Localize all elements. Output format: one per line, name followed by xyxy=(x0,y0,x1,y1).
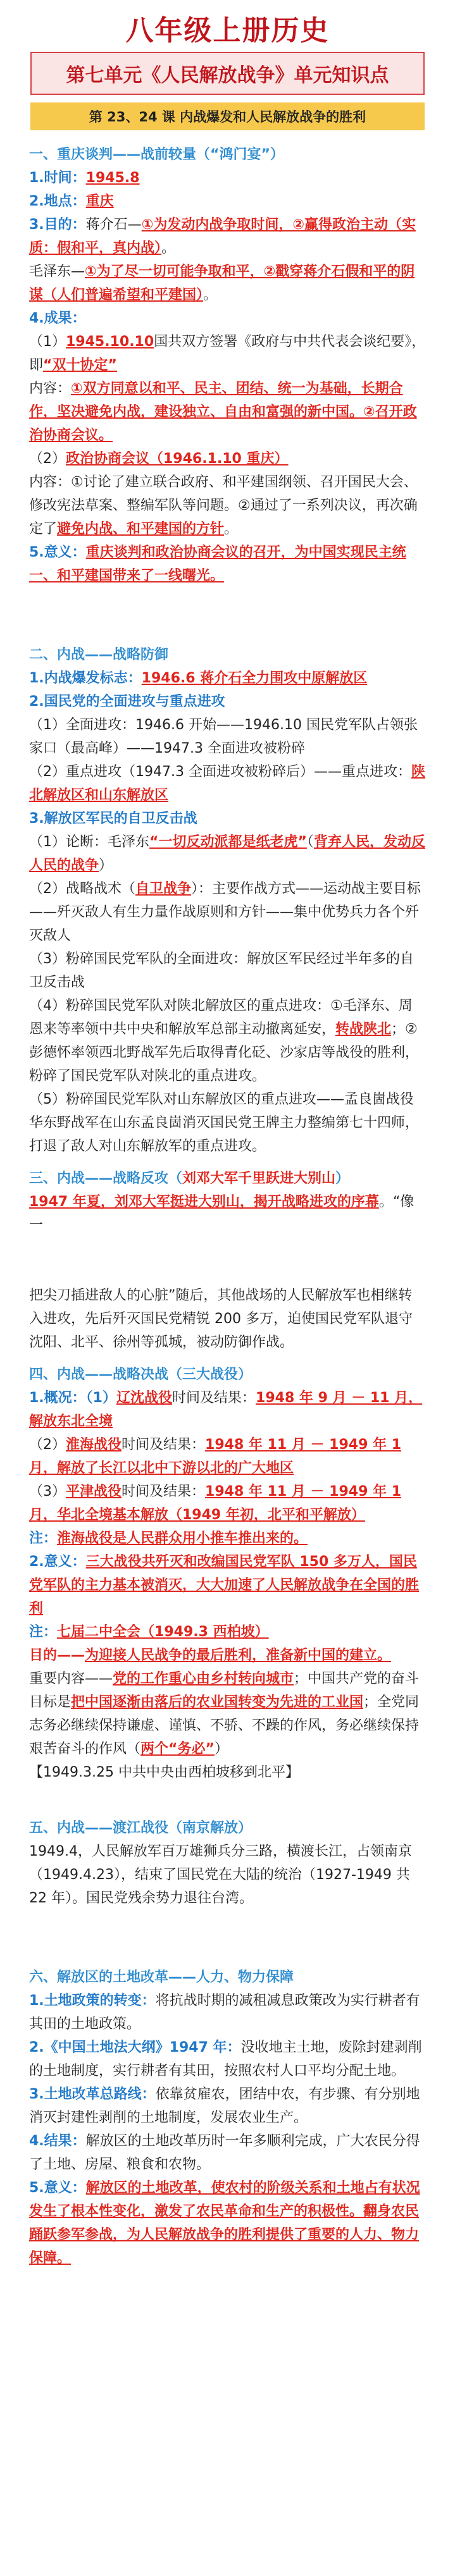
purpose-line: 3.目的：蒋介石—①为发动内战争取时间，②赢得政治主动（实质：假和平，真内战）。 xyxy=(29,217,416,256)
section-heading: 二、内战——战略防御 xyxy=(29,647,169,663)
land-reform-result: 4.结果：解放区的土地改革历时一年多顺利完成，广大农民分得了土地、房屋、粮食和农物。 xyxy=(29,2133,420,2172)
counteroffensive-detail: 把尖刀插进敌人的心脏”随后，其他战场的人民解放军也相继转入进攻，先后歼灭国民党精锐 200 多万，迫使国民党军队退守沈阳、北平、徐州等孤城，被动防御作战。 xyxy=(29,1288,413,1350)
result-2: （2）政治协商会议（1946.1.10 重庆） xyxy=(29,451,289,467)
counteroffensive-line: 1947 年夏，刘邓大军挺进大别山，揭开战略进攻的序幕。“像一 xyxy=(29,1194,414,1233)
war-start-line: 1.内战爆发标志：1946.6 蒋介石全力围攻中原解放区 xyxy=(29,670,368,686)
page xyxy=(0,8,455,2295)
battle-pingjin: （3）平津战役时间及结果：1948 年 11 月 － 1949 年 1 月，华北全境基本解放（1949 年初，北平和平解放） xyxy=(29,1484,402,1523)
spacer xyxy=(29,588,426,634)
battles-significance: 2.意义：三大战役共歼灭和改编国民党军队 150 多万人，国民党军队的主力基本被消灭，大大加速了人民解放战争在全国的胜利 注：七届二中全会（1949.3 西柏坡） xyxy=(29,1554,420,1640)
plenum-content: 重要内容——党的工作重心由乡村转向城市；中国共产党的奋斗目标是把中国逐渐由落后的农业国转变为先进的工业国；全党同志务必继续保持谦虚、谨慎、不骄、不躁的作风，务必继续保持艰苦奋斗的作风（两个“务必”） xyxy=(29,1671,420,1757)
land-law: 2.《中国土地法大纲》1947 年：没收地主土地，废除封建剥削的土地制度，实行耕者有其田，按照农村人口平均分配土地。 xyxy=(29,2040,422,2079)
significance-line: 5.意义：重庆谈判和政治协商会议的召开，为中国实现民主统一、和平建国带来了一线曙光。 xyxy=(29,545,406,584)
counterattack-3: （3）粉碎国民党军队的全面进攻：解放区军民经过半年多的自卫反击战 xyxy=(29,951,414,990)
crossing-text: 1949.4，人民解放军百万雄狮兵分三路，横渡长江，占领南京（1949.4.23），结束了国民党在大陆的统治（1927-1949 共 22 年）。国民党残余势力退往台湾。 xyxy=(29,1844,412,1906)
unit-subtitle: 第七单元《人民解放战争》单元知识点 xyxy=(30,52,425,95)
notes-content xyxy=(0,143,455,2270)
spacer xyxy=(29,1910,426,1957)
result-1: （1）1945.10.10国共双方签署《政府与中共代表会谈纪要》，即“双十协定” xyxy=(29,334,426,373)
counterattack-label: 3.解放区军民的自卫反击战 xyxy=(29,811,197,827)
counterattack-2: （2）战略战术（自卫战争）：主要作战方式——运动战主要目标——歼灭敌人有生力量作战原则和方针——集中优势兵力各个歼灭敌人 xyxy=(29,881,421,944)
spacer xyxy=(29,1784,426,1808)
offensive-label: 2.国民党的全面进攻与重点进攻 xyxy=(29,694,225,710)
counterattack-4: （4）粉碎国民党军队对陕北解放区的重点进攻：①毛泽东、周恩来等率领中共中央和解放军总部主动撤离延安，转战陕北；②彭德怀率领西北野战军先后取得青化砭、沙家店等战役的胜利，粉碎了国民党军队对陕北的重点进攻。 xyxy=(29,998,420,1084)
plenum-aim: 目的——为迎接人民战争的最后胜利，准备新中国的建立。 xyxy=(29,1648,392,1663)
result-1-content: 内容：①双方同意以和平、民主、团结、统一为基础，长期合作，坚决避免内战，建设独立、自由和富强的新中国。②召开政治协商会议。 xyxy=(29,381,417,443)
results-label: 4.成果： xyxy=(29,311,86,326)
result-2-content: 内容：①讨论了建立联合政府、和平建国纲领、召开国民大会、修改宪法草案、整编军队等问题。②通过了一系列决议，再次确定了避免内战、和平建国的方针。 xyxy=(29,474,418,537)
section-heading: 六、解放区的土地改革——人力、物力保障 xyxy=(29,1969,294,1985)
section-heading: 五、内战——渡江战役（南京解放） xyxy=(29,1820,252,1836)
section-heading: 四、内战——战略决战（三大战役） xyxy=(29,1367,252,1383)
battle-huaihai: （2）淮海战役时间及结果：1948 年 11 月 － 1949 年 1 月，解放了长江以北中下游以北的广大地区 xyxy=(29,1437,402,1476)
lesson-banner: 第 23、24 课 内战爆发和人民解放战争的胜利 xyxy=(30,102,425,130)
page-title: 八年级上册历史 xyxy=(125,15,330,47)
land-reform-line: 3.土地改革总路线：依靠贫雇农，团结中农，有步骤、有分别地消灭封建性剥削的土地制度，发展农业生产。 xyxy=(29,2086,420,2126)
time-line: 1.时间：1945.8 xyxy=(29,170,140,186)
section-heading: 一、重庆谈判——战前较量（“鸿门宴”） xyxy=(29,147,284,163)
land-reform-significance: 5.意义：解放区的土地改革，使农村的阶级关系和土地占有状况发生了根本性变化，激发了农民革命和生产的积极性。翻身农民踊跃参军参战，为人民解放战争的胜利提供了重要的人力、物力保障。 xyxy=(29,2180,420,2266)
counterattack-5: （5）粉碎国民党军队对山东解放区的重点进攻——孟良崮战役华东野战军在山东孟良崮消灭国民党王牌主力整编第七十四师，打退了敌人对山东解放军的重点进攻。 xyxy=(29,1092,420,1154)
counterattack-1: （1）论断：毛泽东“一切反动派都是纸老虎”（背弃人民，发动反人民的战争） xyxy=(29,834,425,873)
full-offensive: （1）全面进攻：1946.6 开始——1946.10 国民党军队占领张家口（最高峰）——1947.3 全面进攻被粉碎 xyxy=(29,717,418,756)
spacer xyxy=(29,1237,426,1284)
mao-purpose-line: 毛泽东—①为了尽一切可能争取和平，②戳穿蒋介石假和平的阴谋（人们普遍希望和平建国）。 xyxy=(29,264,415,303)
land-policy: 1.土地政策的转变：将抗战时期的减租减息政策改为实行耕者有其田的土地政策。 xyxy=(29,1993,420,2032)
bracket-note: 【1949.3.25 中共中央由西柏坡移到北平】 xyxy=(29,1765,299,1780)
key-offensive: （2）重点进攻（1947.3 全面进攻被粉碎后）——重点进攻：陕北解放区和山东解放区 xyxy=(29,764,425,803)
place-line: 2.地点：重庆 xyxy=(29,194,114,209)
battle-note: 注：淮海战役是人民群众用小推车推出来的。 xyxy=(29,1531,308,1546)
battle-liaoshen: 1.概况：（1）辽沈战役时间及结果：1948 年 9 月 － 11 月，解放东北全境 xyxy=(29,1390,423,1429)
section-heading: 三、内战——战略反攻（刘邓大军千里跃进大别山） xyxy=(29,1171,350,1186)
